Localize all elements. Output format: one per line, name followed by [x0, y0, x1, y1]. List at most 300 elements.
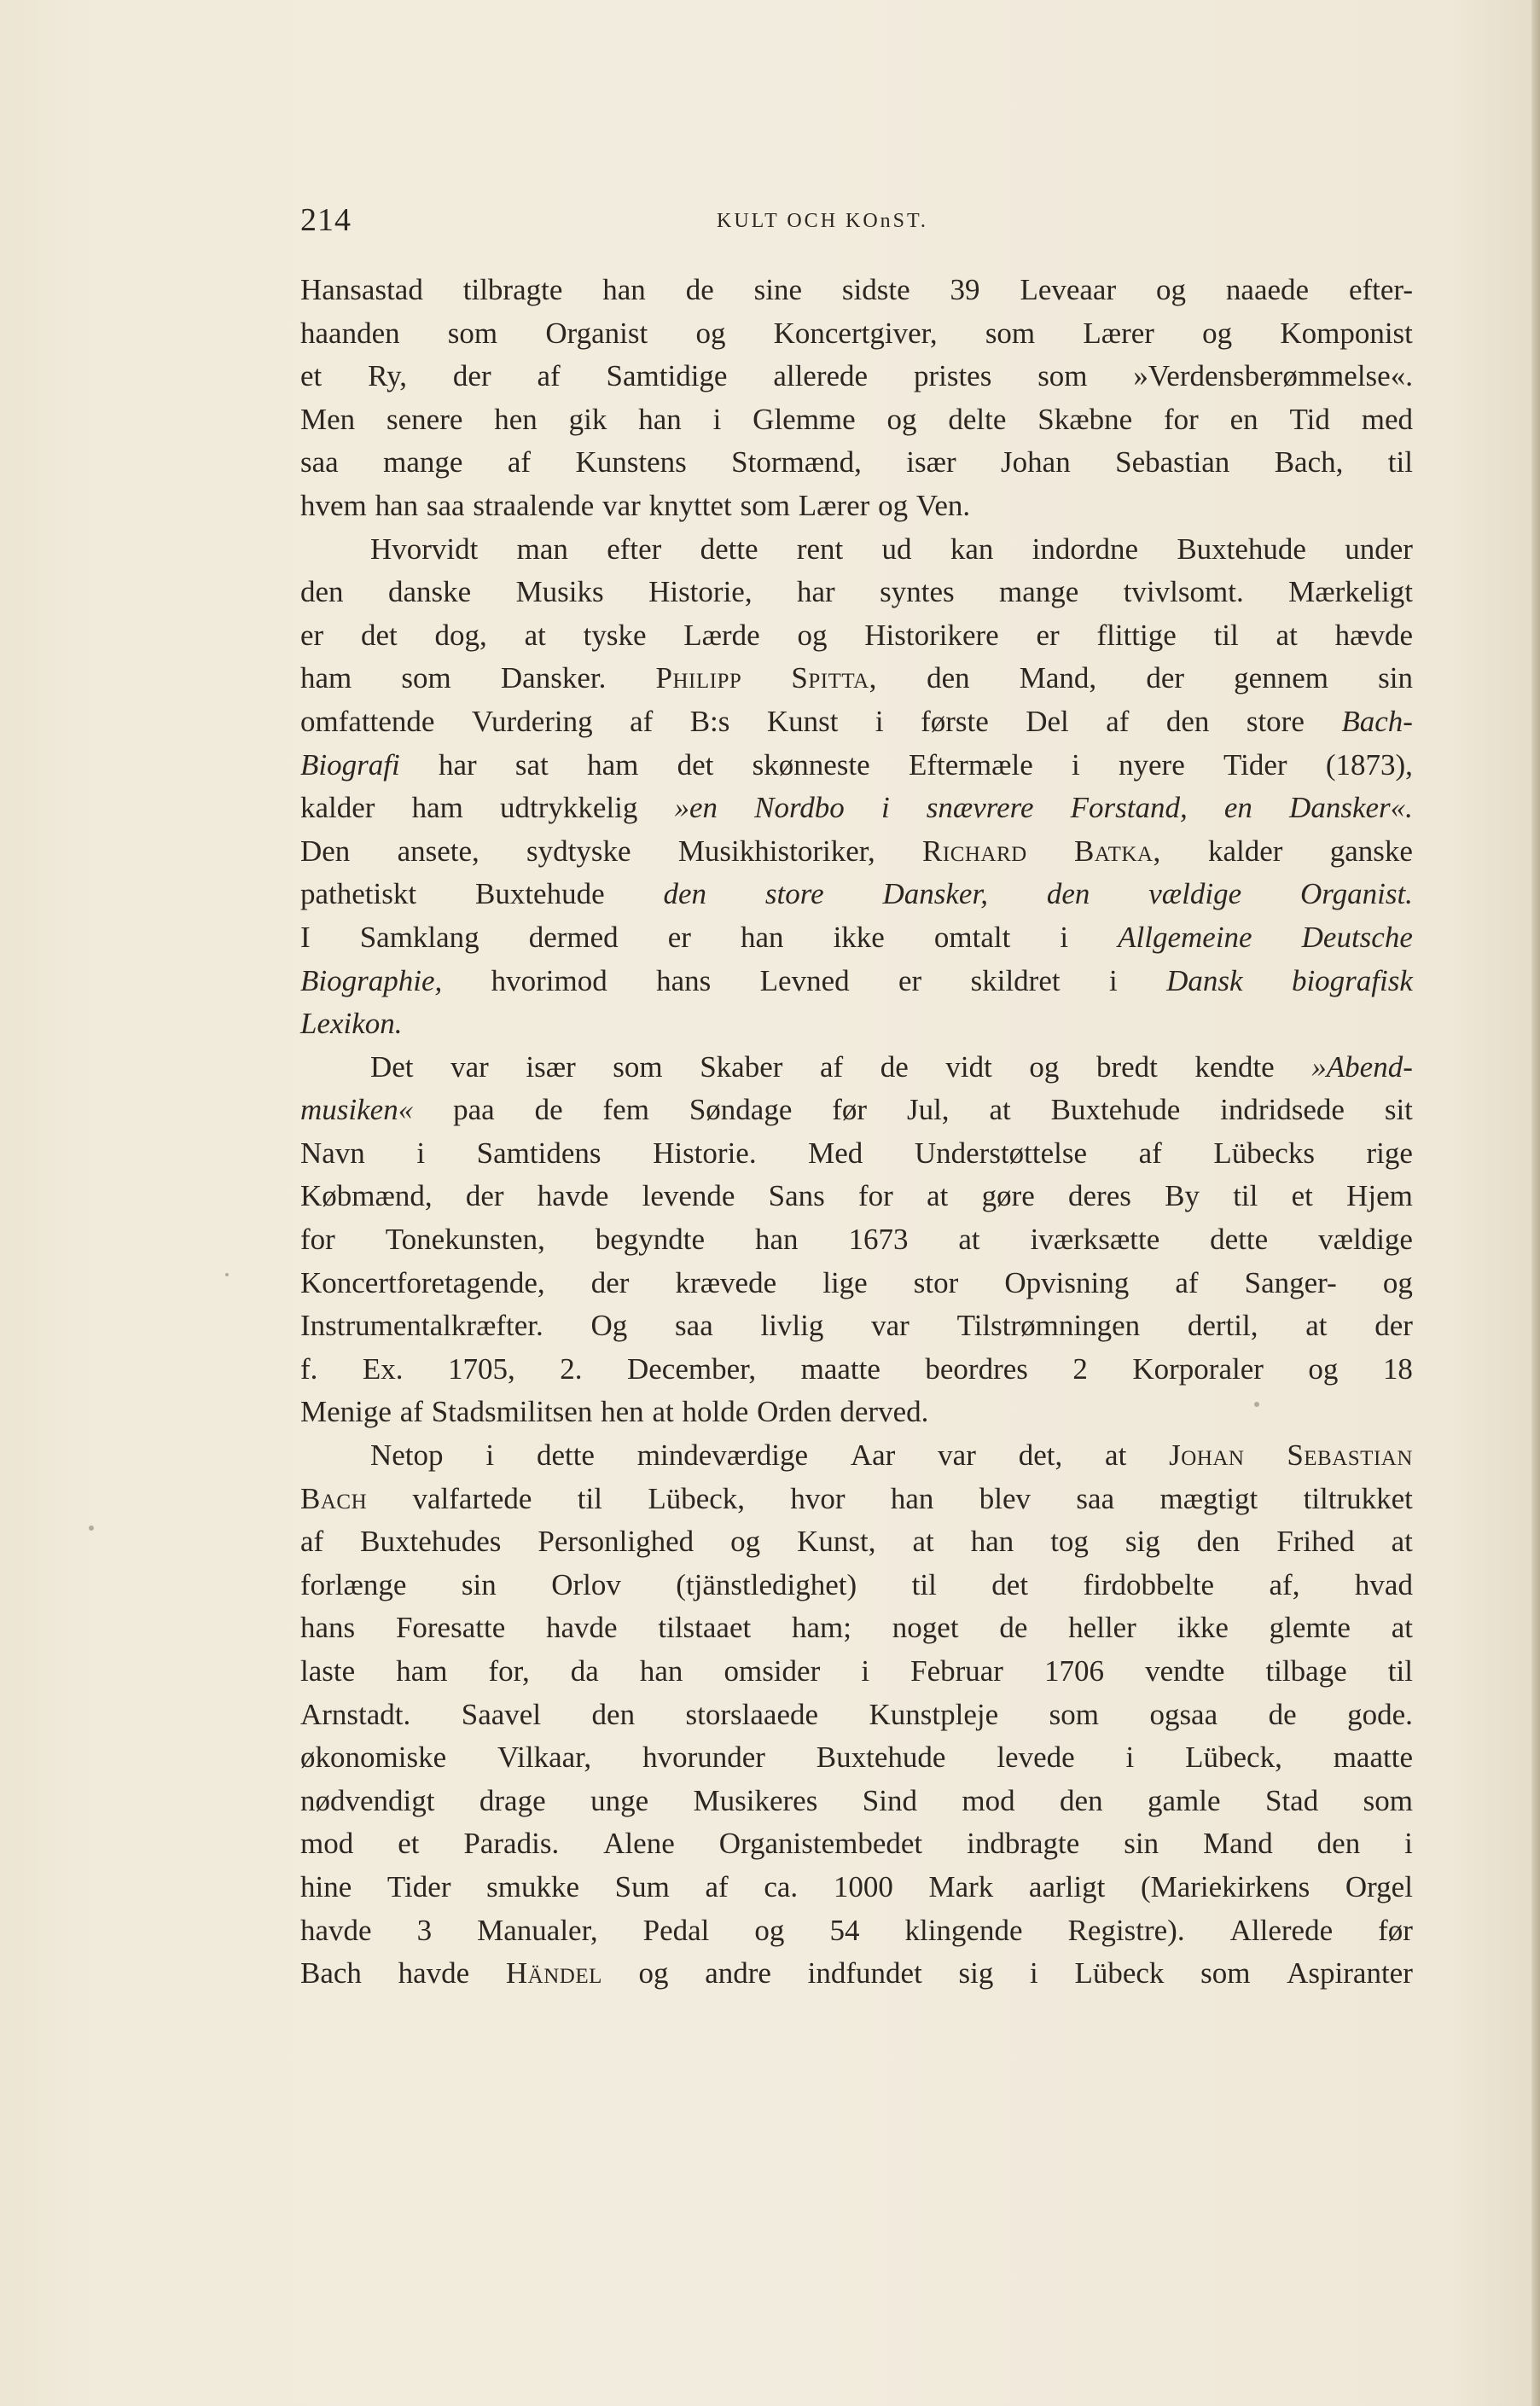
text-word: allerede [773, 359, 869, 393]
text-word: Saavel [461, 1697, 542, 1731]
text-word: begyndte [595, 1223, 706, 1257]
text-word: at [1305, 1309, 1328, 1343]
text-word: naaede [1225, 273, 1310, 306]
text-word: den [300, 575, 344, 609]
text-word: sat [514, 747, 549, 782]
text-word: var [871, 1309, 909, 1343]
text-word: maatte [800, 1351, 880, 1386]
text-word: Vurdering [471, 704, 593, 738]
text-word: Sum [614, 1869, 670, 1903]
text-word: hvor [790, 1481, 846, 1515]
text-word: Leveaar [1020, 273, 1117, 306]
text-word: ikke [833, 920, 885, 954]
text-word: var [602, 488, 641, 522]
text-word: og [886, 402, 917, 436]
text-word: af [399, 1395, 423, 1429]
text-word: Musikhistoriker, [677, 834, 875, 868]
text-word: Koncertgiver, [773, 316, 938, 350]
text-word: hvem [300, 488, 367, 522]
text-word: den [1316, 1827, 1361, 1861]
text-word: Mand [1203, 1827, 1273, 1861]
text-word: 18 [1382, 1351, 1413, 1386]
text-word: haanden [300, 316, 400, 350]
text-word: 2 [1072, 1351, 1088, 1386]
text-word: Bach [300, 1956, 362, 1990]
text-word: tog [1050, 1525, 1089, 1559]
text-word: 1673 [848, 1223, 909, 1257]
text-word: sin [1124, 1827, 1159, 1861]
text-word: Skæbne [1037, 402, 1133, 436]
text-word: Lübeck, [648, 1481, 746, 1515]
text-word: Samklang [359, 920, 479, 954]
text-word: hvorimod [491, 963, 607, 997]
text-word: Lübeck [1074, 1956, 1165, 1990]
text-word: at [912, 1525, 934, 1559]
text-word: vældige [1318, 1223, 1413, 1257]
text-word: Historie, [648, 575, 753, 609]
text-word: Musiks [515, 575, 604, 609]
text-word: holde [682, 1395, 749, 1429]
text-word: krævede [675, 1265, 777, 1299]
text-word: Tilstrømningen [956, 1309, 1141, 1343]
text-line [300, 571, 1413, 614]
text-word: skønneste [752, 747, 870, 782]
text-word: (tjänstledighet) [676, 1567, 857, 1601]
text-word: Netop [370, 1438, 444, 1473]
text-word: havde [300, 1913, 372, 1947]
text-word: et [1291, 1179, 1313, 1213]
text-word: den [927, 661, 970, 695]
text-word: før [832, 1093, 868, 1127]
text-word: efter [607, 532, 662, 566]
text-word: Alene [603, 1827, 675, 1861]
text-word: hævde [1334, 618, 1413, 652]
text-word: nyere [1119, 747, 1185, 782]
text-word: Kunstpleje [869, 1697, 999, 1731]
text-line [300, 1780, 1413, 1823]
text-word: den [591, 1697, 636, 1731]
text-word: var [938, 1438, 976, 1473]
text-word: som [1200, 1956, 1251, 1990]
text-word: var [450, 1049, 489, 1084]
text-word: indordne [1032, 532, 1139, 566]
text-line [300, 1175, 1413, 1218]
text-word: nødvendigt [300, 1783, 435, 1817]
text-word: 3 [416, 1913, 433, 1947]
text-word: ikke [1177, 1611, 1229, 1645]
text-word: den [1165, 704, 1210, 738]
text-word: med [1361, 402, 1413, 436]
text-word: den [1046, 877, 1090, 911]
text-word: af [1138, 1136, 1162, 1170]
text-line [300, 1046, 1413, 1090]
text-word: Ry, [368, 359, 408, 393]
text-word: et [398, 1827, 420, 1861]
text-word: indfundet [807, 1956, 922, 1990]
text-word: sydtyske [526, 834, 631, 868]
text-word: December, [626, 1351, 757, 1386]
text-word: de [1268, 1697, 1297, 1731]
text-word: og [695, 316, 726, 350]
text-word: Lærer [798, 488, 870, 522]
text-word: Hvorvidt [370, 532, 479, 566]
text-line [300, 1909, 1413, 1953]
text-line [300, 1866, 1413, 1909]
text-word: Tonekunsten, [385, 1223, 545, 1257]
text-word: gamle [1148, 1783, 1221, 1817]
text-word: stor [913, 1265, 959, 1299]
text-word: glemte [1269, 1611, 1351, 1645]
text-word: 54 [829, 1913, 860, 1947]
text-word: saa [1076, 1481, 1115, 1515]
text-line [300, 960, 1413, 1003]
text-word: at [1391, 1525, 1413, 1559]
text-word: Men [300, 402, 356, 436]
text-word: dette [1210, 1223, 1269, 1257]
text-word: han [375, 488, 419, 522]
text-line [300, 1089, 1413, 1132]
text-word: saa [300, 445, 339, 479]
text-line [300, 1564, 1413, 1607]
text-line [300, 1305, 1413, 1348]
text-word: Spitta, [791, 661, 877, 695]
text-word: I [300, 920, 311, 954]
text-word: af [537, 359, 561, 393]
text-word: valfartede [412, 1481, 532, 1515]
text-line [300, 1478, 1413, 1521]
text-word: han [754, 1223, 799, 1257]
text-line [300, 312, 1413, 356]
text-word: Allgemeine [1118, 920, 1252, 954]
text-word: ham [300, 661, 352, 695]
text-word: Skaber [700, 1049, 783, 1084]
text-word: unge [590, 1783, 649, 1817]
text-word: sidste [841, 273, 910, 306]
text-word: af [1106, 704, 1130, 738]
text-word: i [712, 402, 722, 436]
text-line [300, 398, 1413, 442]
text-word: at [958, 1223, 980, 1257]
text-word: der [452, 359, 491, 393]
text-word: er [300, 618, 324, 652]
text-word: havde [398, 1956, 470, 1990]
text-word: Kunst, [797, 1525, 876, 1559]
text-word: Den [300, 834, 351, 868]
text-word: Historikere [864, 618, 999, 652]
text-word: Buxtehude [816, 1741, 946, 1775]
text-word: noget [892, 1611, 959, 1645]
text-word: Hjem [1346, 1179, 1413, 1213]
text-word: Bach- [1341, 704, 1413, 738]
text-word: sig [1124, 1525, 1160, 1559]
text-word: drage [479, 1783, 546, 1817]
text-word: i [880, 791, 890, 825]
text-word: sin [1378, 661, 1413, 695]
text-word: han [602, 273, 646, 306]
text-word: de [880, 1049, 909, 1084]
text-word: Understøttelse [914, 1136, 1088, 1170]
text-word: store [1246, 704, 1305, 738]
text-word: Stormænd, [731, 445, 862, 479]
text-word: skildret [970, 963, 1061, 997]
text-word: det [991, 1567, 1029, 1601]
text-word: økonomiske [300, 1741, 447, 1775]
text-word: Lübeck, [1185, 1741, 1282, 1775]
text-word: af [630, 704, 654, 738]
text-word: Menige [300, 1395, 392, 1429]
text-word: Glemme [753, 402, 856, 436]
text-word: gøre [981, 1179, 1035, 1213]
text-word: fem [602, 1093, 649, 1127]
text-word: knyttet [648, 488, 732, 522]
text-word: storslaaede [685, 1697, 819, 1731]
text-word: rent [796, 532, 844, 566]
text-word: til [577, 1481, 602, 1515]
text-word: f. [300, 1351, 318, 1386]
text-word: et [300, 359, 323, 393]
text-word: aarligt [1028, 1869, 1106, 1903]
text-word: dette [700, 532, 758, 566]
text-word: i [485, 1438, 495, 1473]
text-word: Mark [928, 1869, 994, 1903]
text-word: Orden [757, 1395, 832, 1429]
text-word: han [890, 1481, 934, 1515]
text-word: Organist [545, 316, 648, 350]
text-word: tvivlsomt. [1123, 575, 1244, 609]
text-word: dertil, [1187, 1309, 1258, 1343]
text-word: Buxtehude [1177, 532, 1306, 566]
text-word: ham; [792, 1611, 851, 1645]
text-word: laste [300, 1654, 356, 1688]
text-word: og [1202, 316, 1233, 350]
text-word: mange [383, 445, 463, 479]
text-line [300, 1822, 1413, 1866]
text-word: han [740, 920, 784, 954]
text-word: hine [300, 1869, 352, 1903]
text-word: af [300, 1525, 324, 1559]
text-word: som [401, 661, 451, 695]
body-text [300, 269, 1413, 1996]
text-word: Stadsmilitsen [431, 1395, 593, 1429]
text-word: før [1378, 1913, 1413, 1947]
text-word: smukke [486, 1869, 580, 1903]
text-word: 39 [950, 273, 980, 306]
text-word: syntes [880, 575, 955, 609]
text-word: hen [494, 402, 538, 436]
text-word: indbragte [967, 1827, 1080, 1861]
text-word: Biografi [300, 747, 400, 782]
text-word: gode. [1347, 1697, 1413, 1731]
text-word: ganske [1329, 834, 1413, 868]
text-word: ham [411, 791, 463, 825]
text-word: mægtigt [1159, 1481, 1258, 1515]
text-word: kendte [1194, 1049, 1275, 1084]
text-word: pathetiskt [300, 877, 417, 911]
text-word: hvorunder [642, 1741, 765, 1775]
text-word: som [985, 316, 1036, 350]
text-word: flittige [1096, 618, 1177, 652]
text-word: at [524, 618, 546, 652]
text-word: Mand, [1019, 661, 1097, 695]
text-word: at [1276, 618, 1298, 652]
text-word: Forstand, [1070, 791, 1188, 825]
text-word: som [740, 488, 790, 522]
text-word: Mærkeligt [1288, 575, 1413, 609]
text-word: tiltrukket [1303, 1481, 1413, 1515]
text-line [300, 1218, 1413, 1262]
text-word: Sanger- [1244, 1265, 1337, 1299]
text-word: til [911, 1567, 937, 1601]
text-word: Batka, [1073, 834, 1161, 868]
text-word: en [1223, 791, 1252, 825]
text-word: omfattende [300, 704, 435, 738]
text-word: Bach, [1274, 445, 1344, 479]
text-word: firdobbelte [1083, 1567, 1215, 1601]
text-word: Instrumentalkræfter. [300, 1309, 543, 1343]
text-word: Händel [505, 1956, 602, 1990]
text-word: kalder [1208, 834, 1283, 868]
text-word: og [1029, 1049, 1060, 1084]
text-word: Samtidige [606, 359, 728, 393]
text-word: tyske [583, 618, 647, 652]
running-head: KULT OCH KOnST. [717, 210, 928, 232]
text-line [300, 830, 1413, 874]
text-word: Buxtehude [474, 877, 605, 911]
text-line [300, 441, 1413, 485]
text-word: og [730, 1525, 761, 1559]
text-word: levende [642, 1179, 735, 1213]
text-word: Dansker«. [1289, 791, 1413, 825]
text-word: gik [568, 402, 607, 436]
text-word: Levned [759, 963, 850, 997]
text-word: tilbragte [462, 273, 563, 306]
text-word: 1706 [1044, 1654, 1105, 1688]
text-word: mod [300, 1827, 354, 1861]
text-word: sine [753, 273, 803, 306]
text-word: Biographie, [300, 963, 443, 997]
text-word: Lübecks [1213, 1136, 1315, 1170]
text-word: i [1125, 1741, 1135, 1775]
text-word: 1705, [448, 1351, 515, 1386]
text-word: den [1196, 1525, 1241, 1559]
text-word: og [754, 1913, 785, 1947]
text-word: vældige [1148, 877, 1242, 911]
text-word: at [1105, 1438, 1127, 1473]
text-word: af [819, 1049, 844, 1084]
text-word: hvad [1354, 1567, 1413, 1601]
text-word: ham [587, 747, 639, 782]
text-word: Pedal [642, 1913, 710, 1947]
text-word: til [1233, 1179, 1258, 1213]
text-word: i [416, 1136, 426, 1170]
text-word: 2. [560, 1351, 583, 1386]
text-word: Philipp [655, 661, 742, 695]
text-word: Samtidens [476, 1136, 601, 1170]
text-word: sit [1384, 1093, 1413, 1127]
text-word: i [875, 704, 884, 738]
text-word: især [526, 1049, 576, 1084]
text-word: Sind [862, 1783, 917, 1817]
text-word: B:s [689, 704, 730, 738]
text-word: kan [950, 532, 994, 566]
text-word: Registre). [1067, 1913, 1185, 1947]
text-word: blev [979, 1481, 1032, 1515]
text-word: af, [1269, 1567, 1300, 1601]
text-word: Foresatte [395, 1611, 506, 1645]
text-word: for [300, 1223, 335, 1257]
text-word: Jul, [906, 1093, 950, 1127]
text-word: og [638, 1956, 669, 1990]
text-word: har [438, 747, 477, 782]
text-word: gennem [1234, 661, 1328, 695]
text-word: havde [546, 1611, 618, 1645]
text-word: da [570, 1654, 599, 1688]
text-word: »en [674, 791, 718, 825]
text-word: og [878, 488, 909, 522]
text-word: Kunst [766, 704, 839, 738]
text-word: pristes [913, 359, 992, 393]
text-line [300, 1262, 1413, 1305]
text-word: Nordbo [754, 791, 845, 825]
text-word: der [590, 1265, 630, 1299]
text-word: især [906, 445, 956, 479]
text-word: de [999, 1611, 1028, 1645]
text-word: som [447, 316, 498, 350]
text-line [300, 787, 1413, 830]
text-word: rige [1366, 1136, 1413, 1170]
text-word: Bach [300, 1481, 368, 1515]
speck-mark [225, 1273, 229, 1276]
text-word: andre [705, 1956, 771, 1990]
text-word: ansete, [397, 834, 479, 868]
speck-mark [1254, 1402, 1259, 1407]
text-line [300, 1348, 1413, 1392]
text-word: i [1404, 1827, 1413, 1861]
text-word: ham [396, 1654, 448, 1688]
text-word: i [1060, 920, 1069, 954]
text-word: Aspiranter [1287, 1956, 1413, 1990]
text-word: (Mariekirkens [1140, 1869, 1310, 1903]
text-line [300, 1002, 1413, 1046]
text-word: tilbage [1265, 1654, 1347, 1688]
text-word: Sebastian [1115, 445, 1230, 479]
text-word: Deutsche [1301, 920, 1413, 954]
text-line [300, 1132, 1413, 1176]
text-word: musiken« [300, 1093, 414, 1127]
text-word: Ven. [915, 488, 971, 522]
text-word: i [1072, 747, 1080, 782]
text-word: mindeværdige [636, 1438, 809, 1473]
text-word: Richard [922, 834, 1027, 868]
text-word: paa [453, 1093, 495, 1127]
page-number: 214 [300, 202, 352, 238]
text-word: under [1345, 532, 1413, 566]
text-word: snævrere [926, 791, 1034, 825]
text-word: der [465, 1179, 504, 1213]
text-word: Tid [1289, 402, 1330, 436]
text-word: de [685, 273, 714, 306]
text-line [300, 1952, 1413, 1996]
text-line [300, 1694, 1413, 1737]
text-word: og [1308, 1351, 1339, 1386]
text-word: det [360, 618, 398, 652]
text-word: »Verdensberømmelse«. [1133, 359, 1413, 393]
text-word: er [1036, 618, 1060, 652]
text-word: det, [1018, 1438, 1063, 1473]
text-word: Sans [768, 1179, 825, 1213]
text-word: saa [426, 488, 465, 522]
text-word: hans [300, 1611, 356, 1645]
